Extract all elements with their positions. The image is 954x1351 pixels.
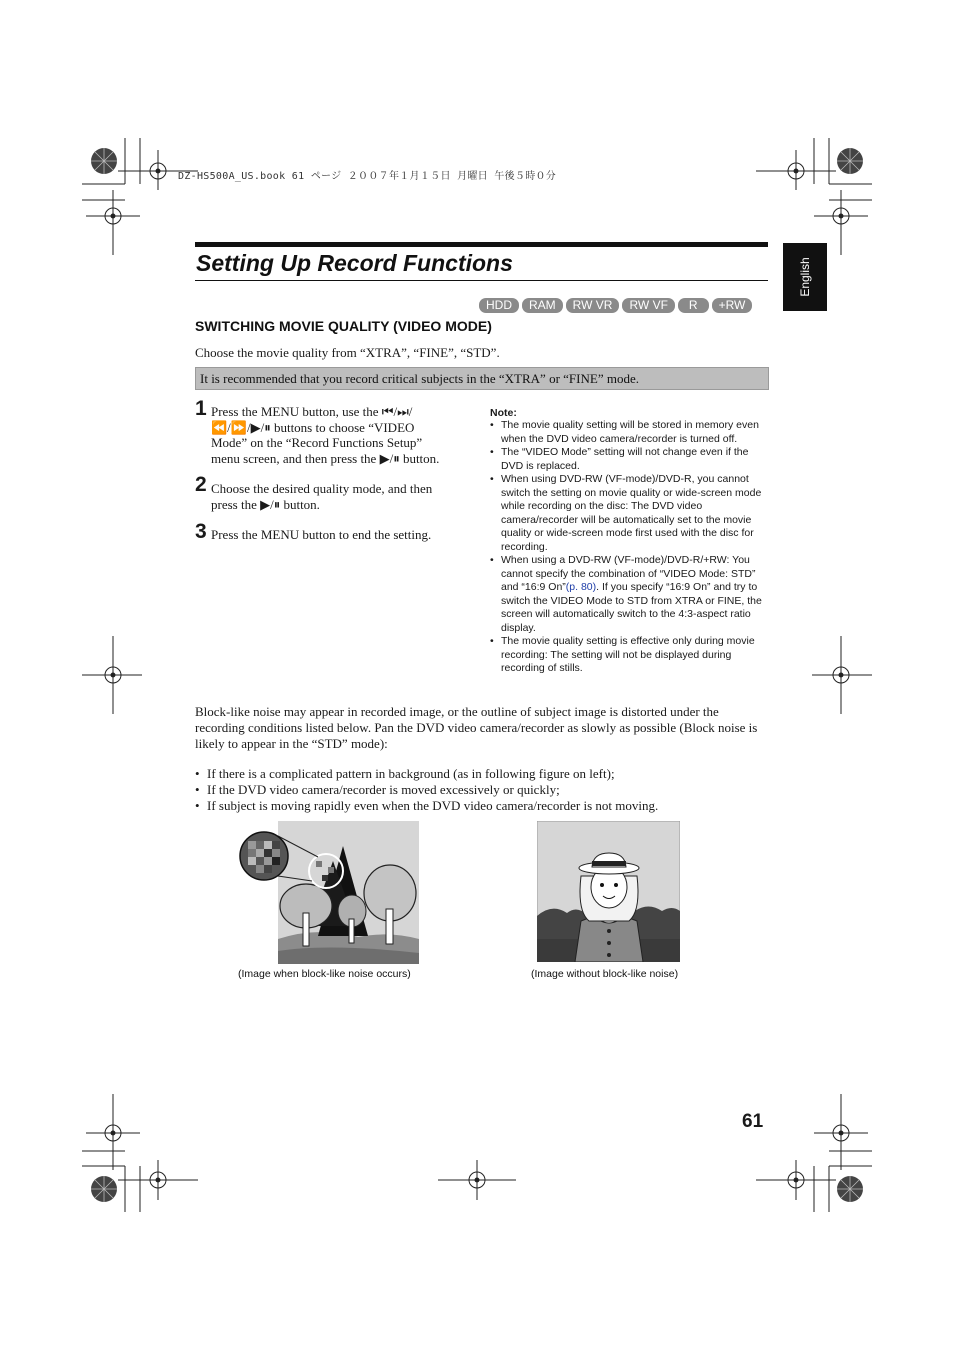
note-item: • The movie quality setting is effective only during movie recording: The setting will not be displayed during recording of stills. [490,635,766,676]
noise-bullet: • If subject is moving rapidly even when the DVD video camera/recorder is not moving. [195,798,775,814]
section-heading: SWITCHING MOVIE QUALITY (VIDEO MODE) [195,318,492,334]
step-1-text [211,404,473,467]
note-item [490,554,766,635]
note-item-4-rest: . If you specify “16:9 On” and try to switch the VIDEO Mode to STD from XTRA or FINE, the screen will automatically switch to the 4:3-aspect ratio display. [501,581,762,634]
note-item-4-text: When using a DVD-RW (VF-mode)/DVD-R/+RW: You cannot specify the combination of “VIDEO Mode: STD” and “16:9 On” [501,554,756,593]
step-3-line-1: Press the MENU button to end the setting. [211,527,432,542]
media-badges [479,298,752,313]
page-number: 61 [742,1111,764,1132]
note-label: Note: [490,407,517,419]
left-figure-caption: (Image when block-like noise occurs) [238,968,411,980]
step-1-line-3: Mode” on the “Record Functions Setup” [211,435,423,451]
step-2-line-1: Choose the desired quality mode, and then [211,481,433,496]
page-title: Setting Up Record Functions [196,250,513,276]
note-list [490,419,766,676]
noise-bullet: • If the DVD video camera/recorder is moved excessively or quickly; [195,782,775,798]
noise-paragraph: Block-like noise may appear in recorded image, or the outline of subject image is distorted under the recording conditions listed below. Pan the DVD video camera/recorder as slowly as possible (Block noise is likely to appear in the “STD” mode): [195,704,758,751]
recommendation-box: It is recommended that you record critical subjects in the “XTRA” or “FINE” mode. [195,367,769,390]
language-tab [783,243,827,311]
title-rule-top [195,242,768,247]
language-tab-label: English [798,257,812,297]
step-1-line-2: ⏪/⏩/▶/⏸ buttons to choose “VIDEO [211,419,415,435]
noise-bullets [195,766,775,814]
step-2-number: 2 [195,473,207,496]
print-header-line: DZ-HS500A_US.book 61 ページ ２００７年１月１５日 月曜日 午後５時０分 [178,171,557,182]
step-3-number: 3 [195,520,207,543]
badge-ram: RAM [522,298,563,313]
title-rule-bottom [195,280,768,281]
step-1-number: 1 [195,397,207,420]
section-intro: Choose the movie quality from “XTRA”, “FINE”, “STD”. [195,345,500,360]
badge-hdd: HDD [479,298,519,313]
block-noise-illustration [238,821,420,964]
badge-rw-vf: RW VF [622,298,674,313]
noise-bullet: • If there is a complicated pattern in background (as in following figure on left); [195,766,775,782]
step-1-line-4: menu screen, and then press the ▶/⏸ button. [211,451,440,467]
step-2-line-2: press the ▶/⏸ button. [211,496,320,512]
right-figure-caption: (Image without block-like noise) [531,968,679,980]
badge-plus-rw: +RW [712,298,753,313]
step-1-line-1: Press the MENU button, use the ⏮/⏭/ [211,404,413,419]
note-item: • The “VIDEO Mode” setting will not change even if the DVD is replaced. [490,446,766,473]
page-80-link[interactable]: (p. 80) [565,581,597,593]
note-item: • The movie quality setting will be stored in memory even when the DVD video camera/recorder is turned off. [490,419,766,446]
badge-r: R [678,298,709,313]
note-item: • When using DVD-RW (VF-mode)/DVD-R, you cannot switch the setting on movie quality or wide-screen mode while recording on the disc: The DVD video camera/recorder will be automatically set to the movie quality or wide-screen mode first used with the disc for recording. [490,473,766,554]
clean-image-illustration [537,821,680,962]
badge-rw-vr: RW VR [566,298,620,313]
step-3-text [211,527,473,543]
step-2-text [211,481,473,512]
